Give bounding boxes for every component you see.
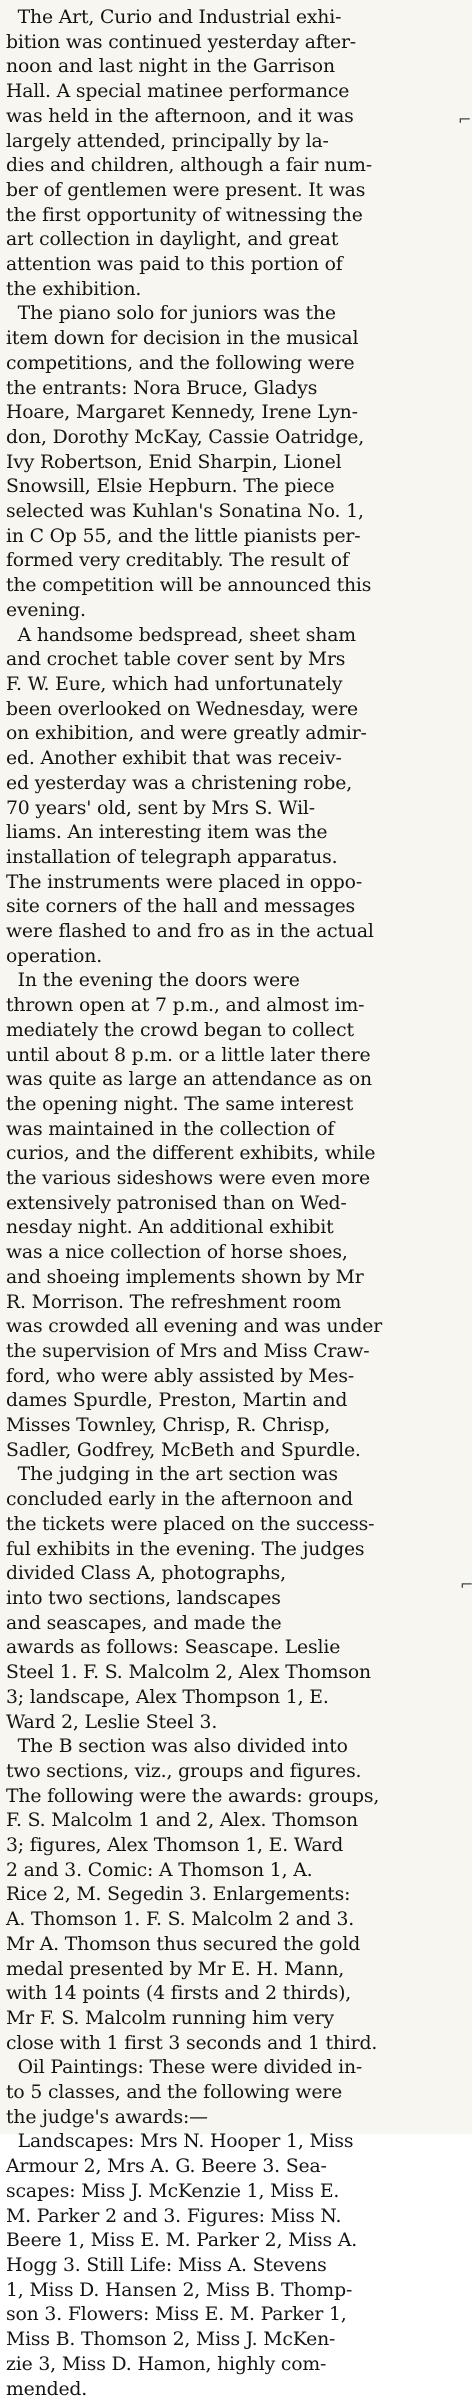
margin-bracket-mark: ⌐ — [460, 1575, 473, 1594]
paragraph-awards: Landscapes: Mrs N. Hooper 1, Miss Armour 2, Mrs A. G. Beere 3. Sea- scapes: Miss J. McKenzie 1, Miss E. M. Parker 2 and 3. Figures: Miss N. Beere 1, Miss E. M. Parker 2, Miss A. Hogg 3. Still Life: Miss A. Stevens 1, Miss D. Hansen 2, Miss B. Thomp- son 3. Flowers: Miss E. M. Parker 1, Miss B. Thomson 2, Miss J. McKen- zie 3, Miss D. Hamon, highly com- mended. — [6, 2131, 358, 2400]
article-column — [6, 6, 454, 2402]
paragraph-piano-competition: The piano solo for juniors was the item down for decision in the musical competitions, and the following were the entrants: Nora Bruce, Gladys Hoare, Margaret Kennedy, Irene Lyn- don, Dorothy McKay, Cassie Oatridge, Ivy Robertson, Enid Sharpin, Lionel Snowsill, Elsie Hepburn. The piece selected was Kuhlan's Sonatina No. 1, in C Op 55, and the little pianists per- formed very creditably. The result of the competition will be announced this evening. — [6, 303, 372, 621]
paragraph-art-judging: The judging in the art section was concluded early in the afternoon and the tickets were placed on the success- ful exhibits in the evening. The judges divided Class A, photographs, into two sections, landscapes and seascapes, and made the awards as follows: Seascape. Leslie Steel 1. F. S. Malcolm 2, Alex Thomson 3; landscape, Alex Thompson 1, E. Ward 2, Leslie Steel 3. — [6, 1464, 375, 1733]
paragraph-b-section: The B section was also divided into two sections, viz., groups and figures. The following were the awards: groups, F. S. Malcolm 1 and 2, Alex. Thomson 3; figures, Alex Thomson 1, E. Ward 2 and 3. Comic: A Thomson 1, A. Rice 2, M. Segedin 3. Enlargements: A. Thomson 1. F. S. Malcolm 2 and 3. Mr A. Thomson thus secured the gold medal presented by Mr E. H. Mann, with 14 points (4 firsts and 2 thirds), Mr F. S. Malcolm running him very close with 1 first 3 seconds and 1 third. — [6, 1736, 380, 2054]
paragraph-evening: In the evening the doors were thrown open at 7 p.m., and almost im- mediately the crowd began to collect until about 8 p.m. or a little later there was quite as large an attendance as on the opening night. The same interest was maintained in the collection of curios, and the different exhibits, while the various sideshows were even more extensively patronised than on Wed- nesday night. An additional exhibit was a nice collection of horse shoes, and shoeing implements shown by Mr R. Morrison. The refreshment room was crowded all evening and was under the supervision of Mrs and Miss Craw- ford, who were ably assisted by Mes- dames Spurdle, Preston, Martin and Misses Townley, Chrisp, R. Chrisp, Sadler, Godfrey, McBeth and Spurdle. — [6, 970, 383, 1461]
margin-bracket-mark: ⌐ — [458, 110, 472, 129]
paragraph-exhibition-opening: The Art, Curio and Industrial exhi- bition was continued yesterday after- noon and last night in the Garrison Hall. A special matinee performance was held in the afternoon, and it was largely attended, principally by la- dies and children, although a fair num- ber of gentlemen were present. It was the first opportunity of witnessing the art collection in daylight, and great attention was paid to this portion of the exhibition. — [6, 7, 372, 300]
paragraph-exhibits: A handsome bedspread, sheet sham and crochet table cover sent by Mrs F. W. Eure, which had unfortunately been overlooked on Wednesday, were on exhibition, and were greatly admir- ed. Another exhibit that was receiv- ed yesterday was a christening robe, 70 years' old, sent by Mrs S. Wil- liams. An interesting item was the installation of telegraph apparatus. The instruments were placed in oppo- site corners of the hall and messages were flashed to and fro as in the actual operation. — [6, 624, 374, 967]
paragraph-oil-paintings: Oil Paintings: These were divided in- to 5 classes, and the following were the judge's awards:— — [6, 2057, 363, 2128]
